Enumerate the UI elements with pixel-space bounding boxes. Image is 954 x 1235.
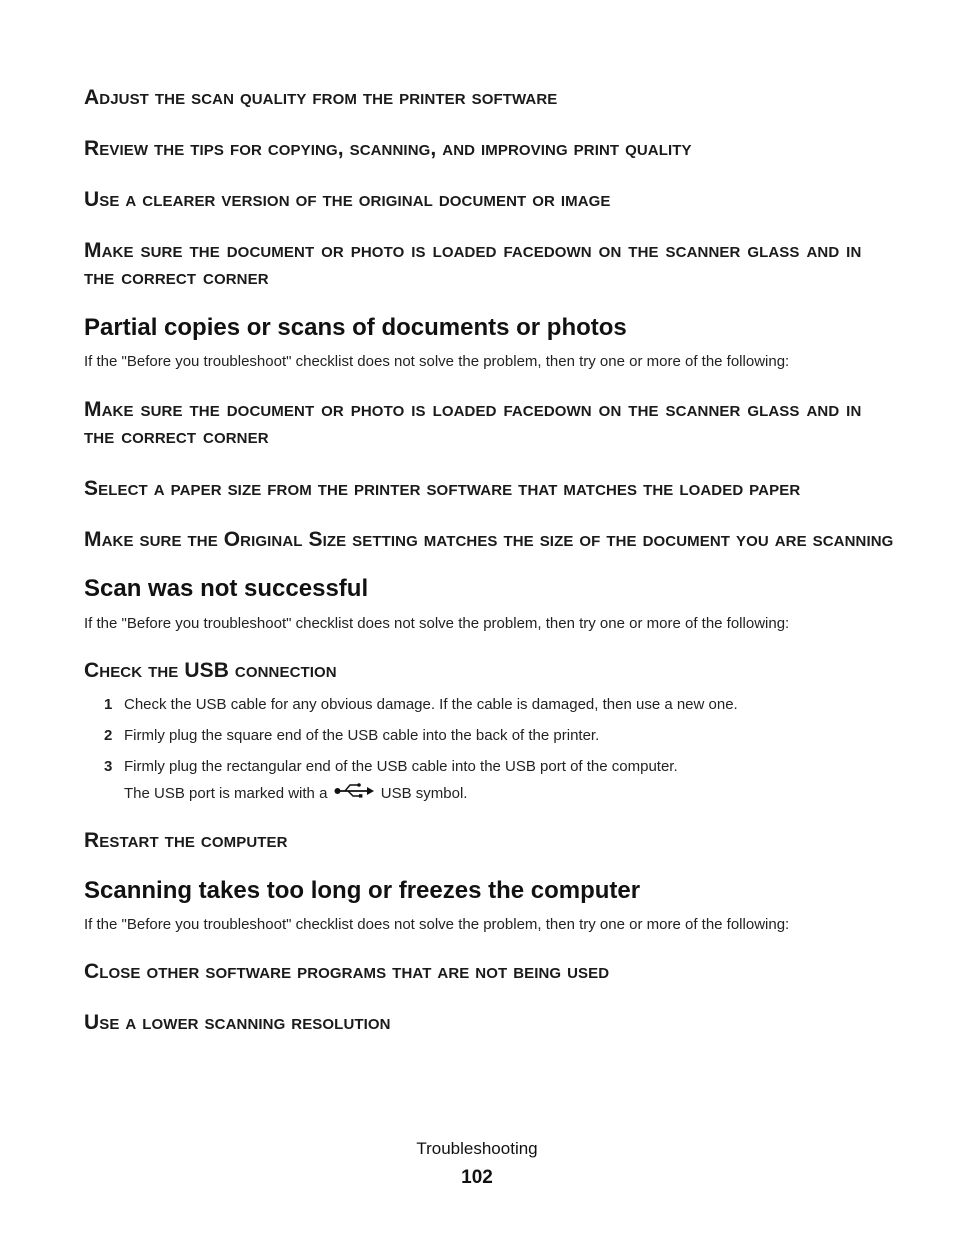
subheading-review-tips: Review the tips for copying, scanning, and improving print quality xyxy=(84,137,692,160)
list-item xyxy=(104,757,678,777)
step-text: Firmly plug the rectangular end of the USB cable into the USB port of the computer. xyxy=(124,758,678,775)
step-text: Firmly plug the square end of the USB cable into the back of the printer. xyxy=(124,727,600,744)
usb-port-note xyxy=(124,783,467,805)
step-number: 2 xyxy=(104,727,113,744)
intro-paragraph-scan-fail: If the "Before you troubleshoot" checklist does not solve the problem, then try one or more of the following: xyxy=(84,615,790,632)
list-item xyxy=(104,726,599,746)
note-text-before: The USB port is marked with a xyxy=(124,784,328,802)
subheading-loaded-facedown-2: Make sure the document or photo is loaded facedown on the scanner glass and in the correct corner xyxy=(84,398,862,448)
subheading-clearer-version: Use a clearer version of the original document or image xyxy=(84,188,611,211)
subheading-check-usb: Check the USB connection xyxy=(84,659,337,682)
intro-paragraph-partial: If the "Before you troubleshoot" checklist does not solve the problem, then try one or more of the following: xyxy=(84,353,790,370)
step-text: Check the USB cable for any obvious damage. If the cable is damaged, then use a new one. xyxy=(124,696,738,713)
subheading-adjust-scan-quality: Adjust the scan quality from the printer software xyxy=(84,86,558,109)
usb-symbol-icon xyxy=(334,783,374,805)
heading-scanning-too-long: Scanning takes too long or freezes the computer xyxy=(84,877,641,904)
subheading-close-programs: Close other software programs that are not being used xyxy=(84,960,610,983)
subheading-original-size-setting: Make sure the Original Size setting matches the size of the document you are scanning xyxy=(84,528,894,551)
page-number: 102 xyxy=(461,1167,493,1188)
intro-paragraph-slow: If the "Before you troubleshoot" checklist does not solve the problem, then try one or more of the following: xyxy=(84,916,790,933)
note-text-after: USB symbol. xyxy=(380,784,468,802)
subheading-loaded-facedown: Make sure the document or photo is loaded facedown on the scanner glass and in the correct corner xyxy=(84,239,862,289)
subheading-restart-computer: Restart the computer xyxy=(84,829,288,852)
step-number: 1 xyxy=(104,696,113,713)
step-number: 3 xyxy=(104,758,113,775)
footer-section-name: Troubleshooting xyxy=(416,1139,538,1158)
heading-partial-copies: Partial copies or scans of documents or photos xyxy=(84,314,627,341)
heading-scan-not-successful: Scan was not successful xyxy=(84,575,369,602)
subheading-lower-resolution: Use a lower scanning resolution xyxy=(84,1011,391,1034)
subheading-select-paper-size: Select a paper size from the printer software that matches the loaded paper xyxy=(84,477,801,500)
list-item xyxy=(104,695,738,715)
